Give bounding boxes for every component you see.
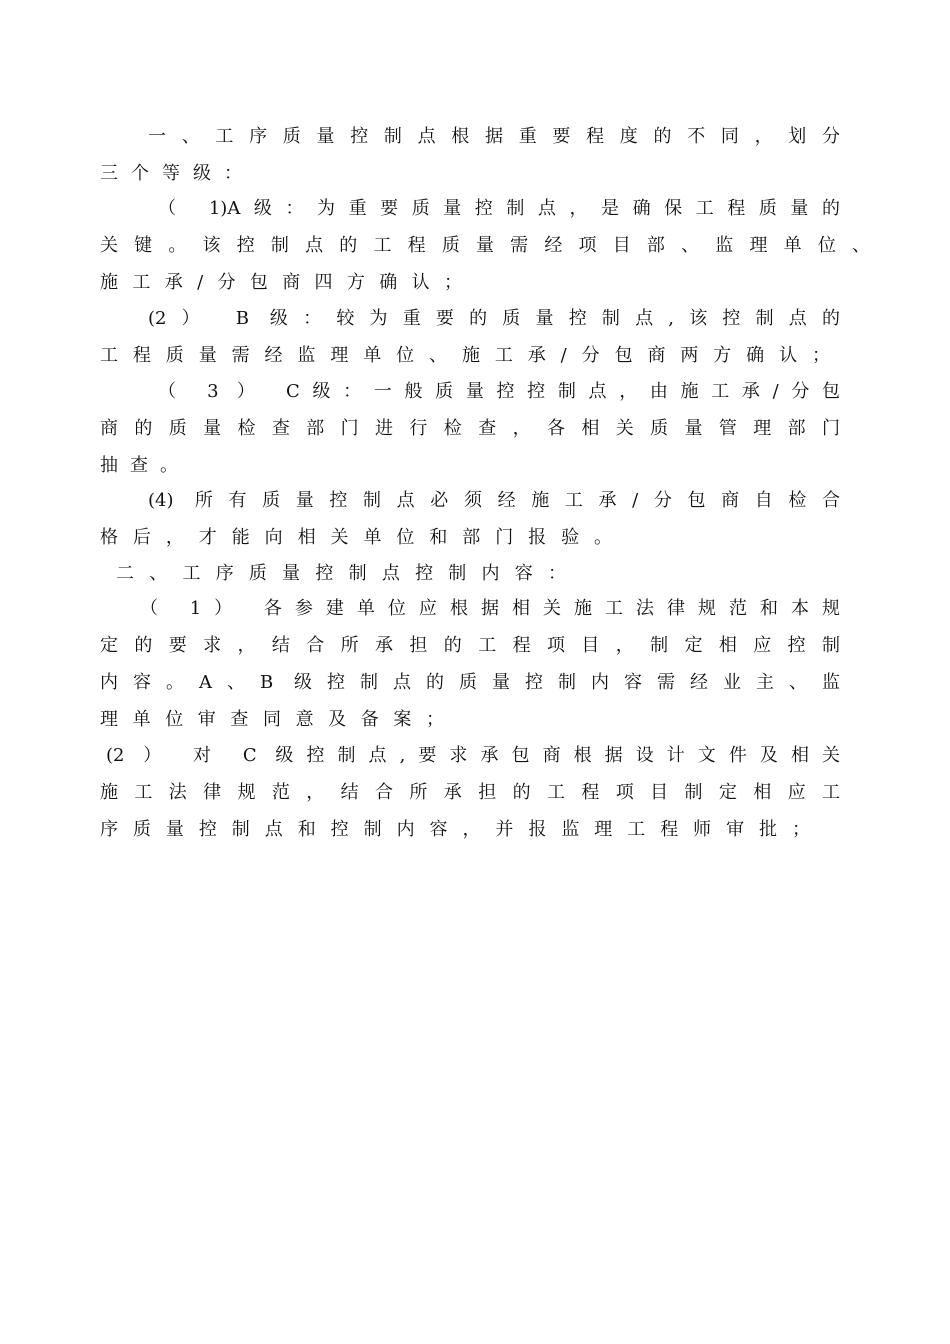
section1-item2-line1: (2） B 级：较为重要的质量控制点,该控制点的 bbox=[148, 308, 840, 329]
section1-title-line2: 三个等级： bbox=[100, 163, 242, 184]
section1-item3-line1: （ 3 ） C级：一般质量控控制点，由施工承/分包 bbox=[158, 381, 840, 402]
section2-item2-line2: 施工法律规范，结合所承担的工程项目制定相应工 bbox=[100, 782, 840, 803]
section2-item1-line2: 定的要求，结合所承担的工程项目，制定相应控制 bbox=[100, 635, 840, 656]
section2-item1-line1: （ 1） 各参建单位应根据相关施工法律规范和本规 bbox=[140, 598, 840, 619]
section1-item2-line2: 工程质量需经监理单位、施工承/分包商两方确认； bbox=[100, 345, 830, 366]
section2-item1-line4: 理单位审查同意及备案； bbox=[100, 709, 444, 730]
section2-title: 二、工序质量控制点控制内容： bbox=[116, 563, 566, 584]
section2-item2-line3: 序质量控制点和控制内容，并报监理工程师审批； bbox=[100, 819, 810, 840]
section1-item1-line1: （ 1)A级：为重要质量控制点，是确保工程质量的 bbox=[158, 198, 840, 219]
section1-item3-line3: 抽查。 bbox=[100, 455, 178, 476]
section1-item1-line2: 关键。该控制点的工程质量需经项目部、监理单位、 bbox=[100, 235, 870, 256]
section2-item2-line1: (2 ） 对 C 级控制点,要求承包商根据设计文件及相关 bbox=[106, 745, 840, 766]
section1-item4-line2: 格后，才能向相关单位和部门报验。 bbox=[100, 527, 612, 548]
section1-item1-line3: 施工承/分包商四方确认； bbox=[100, 272, 462, 293]
section1-title-line1: 一、工序质量控制点根据重要程度的不同，划分 bbox=[148, 126, 840, 147]
section2-item1-line3: 内容。A、B 级控制点的质量控制内容需经业主、监 bbox=[100, 672, 840, 693]
section1-item3-line2: 商的质量检查部门进行检查，各相关质量管理部门 bbox=[100, 418, 840, 439]
section1-item4-line1: (4) 所有质量控制点必须经施工承/分包商自检合 bbox=[148, 490, 840, 511]
